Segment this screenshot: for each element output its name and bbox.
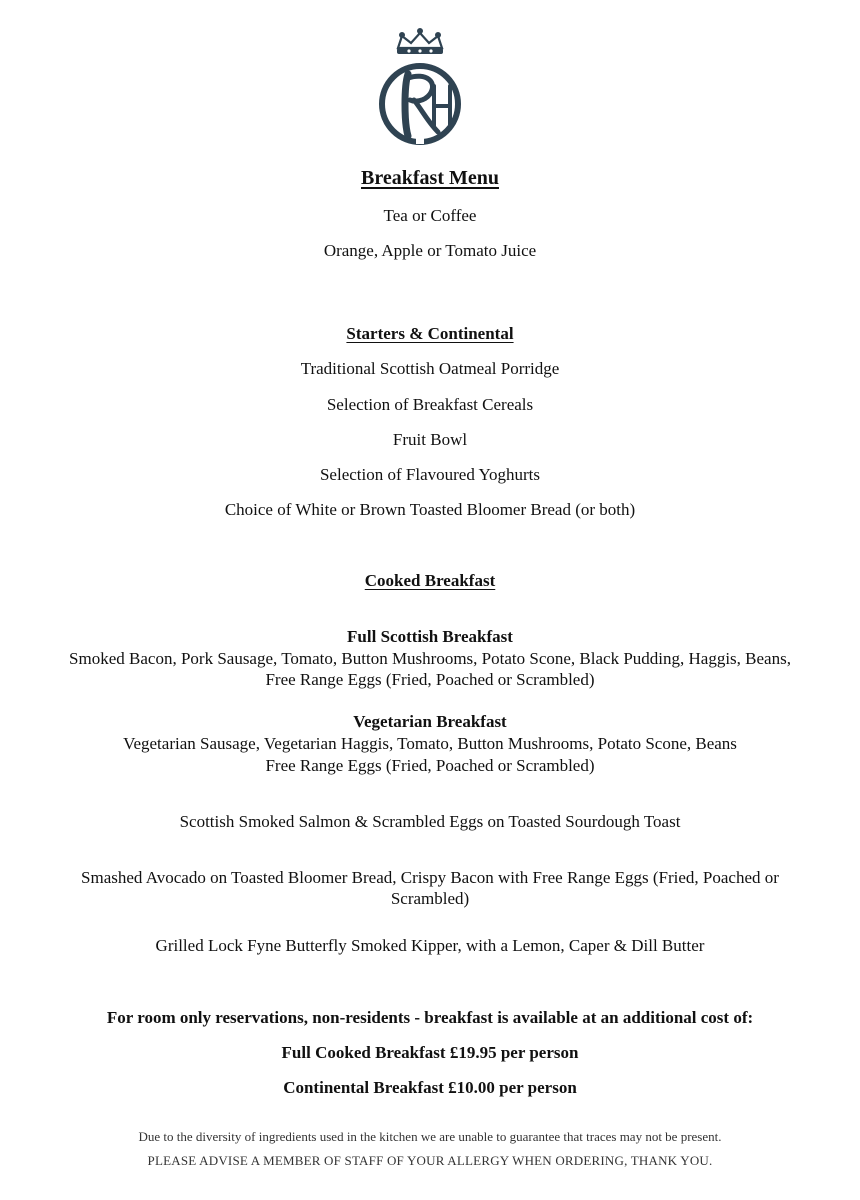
menu-title: Breakfast Menu <box>361 167 499 189</box>
starter-item: Selection of Breakfast Cereals <box>326 395 534 414</box>
continental-price: Continental Breakfast £10.00 per person <box>283 1078 577 1097</box>
allergy-disclaimer: Due to the diversity of ingredients used in the kitchen we are unable to guarantee that traces may not be present. <box>138 1129 722 1144</box>
full-scottish-eggs: Free Range Eggs (Fried, Poached or Scrambled) <box>265 670 595 689</box>
full-cooked-price: Full Cooked Breakfast £19.95 per person <box>281 1043 579 1062</box>
starters-heading: Starters & Continental <box>346 324 514 343</box>
starter-item: Choice of White or Brown Toasted Bloomer Bread (or both) <box>224 500 636 519</box>
cooked-breakfast-heading: Cooked Breakfast <box>364 571 496 590</box>
drink-item-tea-coffee: Tea or Coffee <box>383 206 477 225</box>
full-scottish-title: Full Scottish Breakfast <box>347 627 513 646</box>
avocado-item: Smashed Avocado on Toasted Bloomer Bread, Crispy Bacon with Free Range Eggs (Fried, Poached or <box>81 868 779 887</box>
salmon-item: Scottish Smoked Salmon & Scrambled Eggs on Toasted Sourdough Toast <box>179 812 681 831</box>
pricing-note: For room only reservations, non-residents - breakfast is available at an additional cost of: <box>106 1008 754 1027</box>
full-scottish-description: Smoked Bacon, Pork Sausage, Tomato, Button Mushrooms, Potato Scone, Black Pudding, Haggis, Beans, <box>69 649 791 668</box>
starter-item: Fruit Bowl <box>392 430 468 449</box>
vegetarian-eggs: Free Range Eggs (Fried, Poached or Scrambled) <box>265 756 595 775</box>
drink-item-juice: Orange, Apple or Tomato Juice <box>323 241 537 260</box>
starter-item: Selection of Flavoured Yoghurts <box>319 465 541 484</box>
hotel-monogram-logo <box>364 26 476 148</box>
avocado-item-continued: Scrambled) <box>390 889 470 908</box>
crown-icon <box>397 28 443 54</box>
monogram-icon <box>382 66 458 144</box>
vegetarian-description: Vegetarian Sausage, Vegetarian Haggis, Tomato, Button Mushrooms, Potato Scone, Beans <box>123 734 737 753</box>
allergy-notice: PLEASE ADVISE A MEMBER OF STAFF OF YOUR ALLERGY WHEN ORDERING, THANK YOU. <box>147 1153 713 1168</box>
vegetarian-title: Vegetarian Breakfast <box>353 712 507 731</box>
starter-item: Traditional Scottish Oatmeal Porridge <box>300 359 560 378</box>
kipper-item: Grilled Lock Fyne Butterfly Smoked Kipper, with a Lemon, Caper & Dill Butter <box>155 936 705 955</box>
